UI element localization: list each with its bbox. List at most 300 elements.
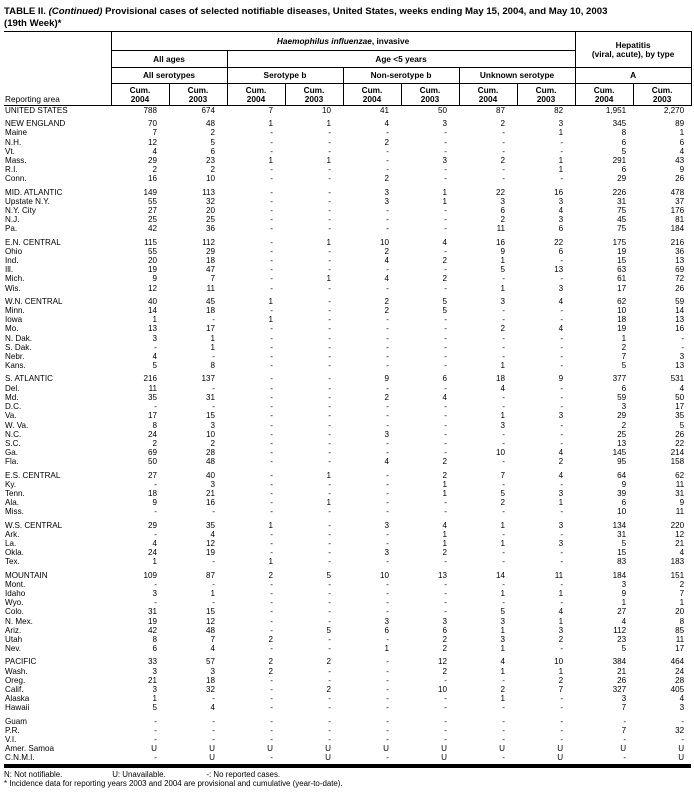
reporting-area-cell: Oreg. <box>5 675 26 685</box>
value-cell: 4 <box>679 146 685 156</box>
value-cell: 3 <box>558 283 564 293</box>
value-cell: U <box>441 753 447 763</box>
value-cell: - <box>212 507 215 517</box>
value-cell: - <box>328 529 331 539</box>
value-cell: - <box>270 735 273 744</box>
reporting-area-cell: Ga. <box>5 448 19 458</box>
value-cell: 1 <box>152 315 157 325</box>
legend-no-reported-cases: -: No reported cases. <box>206 769 281 779</box>
value-cell: - <box>560 725 564 735</box>
value-cell: - <box>328 725 331 735</box>
reporting-area-cell: R.I. <box>5 165 18 175</box>
value-cell: - <box>444 165 447 175</box>
value-cell: - <box>560 333 564 343</box>
value-cell: 9 <box>384 374 389 384</box>
value-cell: 1 <box>210 342 215 352</box>
value-cell: 1 <box>500 644 505 654</box>
table-row <box>4 361 691 370</box>
value-cell: 1 <box>679 598 685 608</box>
value-cell: 3 <box>152 333 157 343</box>
table-row <box>4 489 691 498</box>
value-cell: 12 <box>147 137 157 147</box>
value-cell: - <box>328 165 331 175</box>
value-cell: - <box>502 137 505 147</box>
value-cell: - <box>560 361 564 371</box>
reporting-area-cell: Kans. <box>5 361 26 371</box>
value-cell: - <box>270 598 273 608</box>
value-cell: - <box>270 479 273 489</box>
value-cell: 9 <box>621 479 627 489</box>
value-cell: 3 <box>500 296 505 306</box>
value-cell: 59 <box>675 296 685 306</box>
value-cell: 29 <box>205 246 215 256</box>
disease-group-header <box>111 32 575 51</box>
reporting-area-cell: Iowa <box>5 315 23 325</box>
table-row <box>4 735 691 744</box>
reporting-area-cell: Md. <box>5 392 19 402</box>
value-cell: - <box>502 392 505 402</box>
value-cell: 22 <box>675 438 685 448</box>
value-cell: 1 <box>268 315 273 325</box>
value-cell: 2 <box>442 256 447 266</box>
reporting-area-cell: D.C. <box>5 402 22 412</box>
value-cell: - <box>270 283 273 293</box>
reporting-area-cell: N.Y. City <box>5 206 36 216</box>
table-row <box>4 247 691 256</box>
table-row <box>4 685 691 694</box>
value-cell: 5 <box>210 137 215 147</box>
value-cell: 4 <box>442 237 447 247</box>
reporting-area-cell: S.C. <box>5 438 21 448</box>
table-header <box>4 32 691 106</box>
value-cell: 384 <box>612 657 627 667</box>
value-cell: 3 <box>558 411 564 421</box>
value-cell: - <box>270 725 273 735</box>
value-cell: - <box>386 579 389 589</box>
reporting-area-cell: MID. ATLANTIC <box>5 187 63 197</box>
value-cell: - <box>270 224 273 234</box>
value-cell: - <box>444 694 447 704</box>
value-cell: - <box>386 206 389 216</box>
value-cell: 47 <box>205 265 215 275</box>
reporting-area-cell: Guam <box>5 716 28 726</box>
table-row <box>4 521 691 530</box>
value-cell: 75 <box>617 206 627 216</box>
value-cell: 5 <box>326 625 331 635</box>
table-body <box>4 106 691 763</box>
value-cell: 28 <box>675 675 685 685</box>
value-cell: 18 <box>205 306 215 316</box>
value-cell: 4 <box>210 703 215 713</box>
value-cell: - <box>212 383 215 393</box>
value-cell: 5 <box>442 306 447 316</box>
value-cell: 4 <box>679 383 685 393</box>
value-cell: - <box>386 315 389 325</box>
value-cell: - <box>386 215 389 225</box>
value-cell: - <box>270 333 273 343</box>
value-cell: 788 <box>143 106 157 115</box>
value-cell: - <box>386 675 389 685</box>
value-cell: - <box>444 507 447 517</box>
reporting-area-cell: E.N. CENTRAL <box>5 237 61 247</box>
value-cell: 16 <box>205 498 215 508</box>
value-cell: - <box>502 598 505 608</box>
value-cell: 7 <box>268 106 273 115</box>
value-cell: 45 <box>617 215 627 225</box>
value-cell: - <box>328 616 331 626</box>
value-cell: - <box>270 716 273 726</box>
value-cell: - <box>328 333 331 343</box>
value-cell: - <box>444 383 447 393</box>
value-cell: - <box>444 716 447 726</box>
value-cell: 95 <box>617 457 627 467</box>
value-cell: 3 <box>442 119 447 129</box>
value-cell: 14 <box>675 306 685 316</box>
value-cell: 464 <box>670 657 685 667</box>
value-cell: - <box>270 507 273 517</box>
table-number: TABLE II. <box>4 6 46 17</box>
value-cell: 3 <box>384 520 389 530</box>
value-cell: - <box>328 361 331 371</box>
value-cell: - <box>328 324 331 334</box>
value-cell: - <box>502 735 505 744</box>
reporting-area-cell: E.S. CENTRAL <box>5 470 61 480</box>
value-cell: - <box>328 507 331 517</box>
value-cell: 1 <box>500 520 505 530</box>
value-cell: 6 <box>152 644 157 654</box>
value-cell: 32 <box>675 725 685 735</box>
reporting-area-cell: Maine <box>5 128 28 138</box>
reporting-area-cell: Colo. <box>5 607 24 617</box>
table-row <box>4 402 691 411</box>
value-cell: 19 <box>147 265 157 275</box>
value-cell: - <box>444 128 447 138</box>
value-cell: 8 <box>152 420 157 430</box>
value-cell: - <box>328 174 331 184</box>
value-cell: - <box>328 224 331 234</box>
reporting-area-cell: Nebr. <box>5 352 25 362</box>
value-cell: 2 <box>152 165 157 175</box>
cum-2003-header: Cum. 2003 <box>285 84 343 106</box>
value-cell: - <box>270 187 273 197</box>
value-cell: - <box>386 361 389 371</box>
value-cell: - <box>328 402 331 412</box>
value-cell: U <box>557 753 564 763</box>
value-cell: - <box>386 507 389 517</box>
value-cell: - <box>444 703 447 713</box>
value-cell: 7 <box>679 588 685 598</box>
value-cell: 64 <box>617 470 627 480</box>
table-row <box>4 457 691 466</box>
value-cell: 3 <box>621 579 627 589</box>
value-cell: 2 <box>621 420 627 430</box>
value-cell: 149 <box>143 187 157 197</box>
reporting-area-cell: Ohio <box>5 246 23 256</box>
value-cell: - <box>212 557 215 567</box>
value-cell: - <box>270 548 273 558</box>
value-cell: - <box>560 548 564 558</box>
reporting-area-cell: S. Dak. <box>5 342 32 352</box>
value-cell: U <box>267 744 273 754</box>
value-cell: - <box>502 315 505 325</box>
value-cell: 3 <box>210 420 215 430</box>
table-row <box>4 297 691 306</box>
value-cell: - <box>328 588 331 598</box>
value-cell: 29 <box>147 156 157 166</box>
value-cell: - <box>386 342 389 352</box>
value-cell: 7 <box>210 634 215 644</box>
value-cell: 9 <box>152 274 157 284</box>
value-cell: 1 <box>442 538 447 548</box>
value-cell: - <box>270 411 273 421</box>
table-row <box>4 635 691 644</box>
reporting-area-cell: W. Va. <box>5 420 29 430</box>
value-cell: 5 <box>500 488 505 498</box>
cum-2003-header: Cum. 2003 <box>517 84 575 106</box>
value-cell: - <box>270 616 273 626</box>
value-cell: 72 <box>675 274 685 284</box>
value-cell: - <box>386 607 389 617</box>
reporting-area-cell: Tenn. <box>5 488 25 498</box>
value-cell: - <box>386 146 389 156</box>
value-cell: 2 <box>268 570 273 580</box>
value-cell: 35 <box>205 520 215 530</box>
value-cell: 3 <box>210 479 215 489</box>
value-cell: 23 <box>617 634 627 644</box>
value-cell: 9 <box>621 588 627 598</box>
value-cell: 6 <box>621 137 627 147</box>
value-cell: 6 <box>442 625 447 635</box>
table-row <box>4 197 691 206</box>
value-cell: 478 <box>670 187 685 197</box>
value-cell: 1 <box>210 588 215 598</box>
value-cell: 6 <box>621 498 627 508</box>
value-cell: 13 <box>554 265 564 275</box>
value-cell: 3 <box>558 196 564 206</box>
value-cell: - <box>386 634 389 644</box>
reporting-area-cell: Mo. <box>5 324 19 334</box>
value-cell: 10 <box>437 684 447 694</box>
value-cell: 4 <box>679 548 685 558</box>
value-cell: - <box>328 548 331 558</box>
value-cell: 32 <box>205 196 215 206</box>
value-cell: - <box>502 333 505 343</box>
value-cell: 137 <box>201 374 215 384</box>
value-cell: 4 <box>500 657 505 667</box>
all-serotypes-header: All serotypes <box>111 68 227 84</box>
value-cell: - <box>444 411 447 421</box>
value-cell: - <box>623 753 627 763</box>
reporting-area-cell: Wash. <box>5 666 28 676</box>
value-cell: - <box>386 165 389 175</box>
table-row <box>4 617 691 626</box>
reporting-area-cell: Calif. <box>5 684 24 694</box>
table-row <box>4 480 691 489</box>
value-cell: - <box>560 703 564 713</box>
value-cell: - <box>328 128 331 138</box>
value-cell: 87 <box>495 106 505 115</box>
age-under-5-header: Age <5 years <box>227 51 575 68</box>
value-cell: - <box>502 548 505 558</box>
value-cell: - <box>560 402 564 412</box>
value-cell: 10 <box>554 657 564 667</box>
value-cell: 4 <box>442 392 447 402</box>
value-cell: - <box>560 306 564 316</box>
value-cell: 2 <box>500 684 505 694</box>
value-cell: 13 <box>675 361 685 371</box>
reporting-area-cell: Pa. <box>5 224 18 234</box>
value-cell: 1 <box>326 470 331 480</box>
value-cell: 5 <box>679 420 685 430</box>
value-cell: 11 <box>496 224 505 234</box>
value-cell: 31 <box>617 529 627 539</box>
value-cell: 1 <box>442 479 447 489</box>
value-cell: - <box>328 488 331 498</box>
value-cell: - <box>444 607 447 617</box>
value-cell: 6 <box>558 246 564 256</box>
value-cell: 4 <box>558 607 564 617</box>
value-cell: 3 <box>384 429 389 439</box>
reporting-area-cell: Ala. <box>5 498 19 508</box>
value-cell: - <box>444 283 447 293</box>
value-cell: 2 <box>558 634 564 644</box>
value-cell: 216 <box>670 237 685 247</box>
value-cell: 1 <box>558 616 564 626</box>
value-cell: - <box>328 296 331 306</box>
value-cell: 1 <box>326 119 331 129</box>
value-cell: 3 <box>558 488 564 498</box>
table-row <box>4 753 691 762</box>
table-row <box>4 352 691 361</box>
value-cell: 1 <box>152 694 157 704</box>
value-cell: - <box>444 333 447 343</box>
reporting-area-cell: Ariz. <box>5 625 22 635</box>
value-cell: 2 <box>326 657 331 667</box>
value-cell: - <box>270 470 273 480</box>
value-cell: 20 <box>675 607 685 617</box>
value-cell: - <box>502 507 505 517</box>
value-cell: - <box>328 634 331 644</box>
value-cell: 11 <box>675 507 685 517</box>
value-cell: - <box>386 488 389 498</box>
value-cell: - <box>328 420 331 430</box>
value-cell: 2 <box>268 634 273 644</box>
table-bottom-rule <box>4 764 691 768</box>
value-cell: 1 <box>500 625 505 635</box>
table-row <box>4 498 691 507</box>
value-cell: - <box>154 735 157 744</box>
value-cell: 8 <box>621 128 627 138</box>
value-cell: 5 <box>326 570 331 580</box>
value-cell: 22 <box>495 187 505 197</box>
value-cell: 17 <box>617 283 627 293</box>
value-cell: 151 <box>670 570 685 580</box>
value-cell: 3 <box>621 694 627 704</box>
value-cell: - <box>560 420 564 430</box>
value-cell: 17 <box>675 402 685 412</box>
value-cell: - <box>386 666 389 676</box>
title-continued: (Continued) <box>48 6 103 17</box>
value-cell: 85 <box>675 625 685 635</box>
value-cell: 2 <box>384 174 389 184</box>
value-cell: - <box>328 265 331 275</box>
value-cell: - <box>386 352 389 362</box>
value-cell: - <box>212 402 215 412</box>
table-row <box>4 571 691 580</box>
table-row <box>4 430 691 439</box>
value-cell: - <box>154 725 157 735</box>
value-cell: 10 <box>379 570 389 580</box>
value-cell: 1 <box>152 557 157 567</box>
value-cell: - <box>328 246 331 256</box>
value-cell: 36 <box>675 246 685 256</box>
value-cell: 4 <box>558 296 564 306</box>
reporting-area-cell: N. Mex. <box>5 616 33 626</box>
value-cell: - <box>502 352 505 362</box>
value-cell: - <box>328 306 331 316</box>
value-cell: 26 <box>675 174 685 184</box>
value-cell: 11 <box>675 634 685 644</box>
table-row <box>4 598 691 607</box>
value-cell: 5 <box>621 538 627 548</box>
value-cell: 89 <box>675 119 685 129</box>
value-cell: - <box>270 448 273 458</box>
reporting-area-cell: Vt. <box>5 146 15 156</box>
value-cell: 26 <box>617 675 627 685</box>
cum-2004-header: Cum. 2004 <box>459 84 517 106</box>
reporting-area-cell: Ark. <box>5 529 20 539</box>
value-cell: 1 <box>500 588 505 598</box>
value-cell: 2 <box>384 296 389 306</box>
notifiable-diseases-table <box>4 31 692 763</box>
value-cell: - <box>386 753 389 763</box>
value-cell: - <box>328 352 331 362</box>
value-cell: - <box>386 694 389 704</box>
value-cell: 18 <box>495 374 505 384</box>
value-cell: - <box>270 488 273 498</box>
value-cell: 112 <box>613 625 627 635</box>
value-cell: 33 <box>147 657 157 667</box>
non-serotype-b-header: Non-serotype b <box>343 68 459 84</box>
value-cell: 23 <box>205 156 215 166</box>
table-row <box>4 448 691 457</box>
reporting-area-cell: N.H. <box>5 137 22 147</box>
value-cell: U <box>499 744 505 754</box>
value-cell: 12 <box>437 657 447 667</box>
table-row <box>4 138 691 147</box>
value-cell: - <box>386 324 389 334</box>
value-cell: - <box>444 438 447 448</box>
value-cell: - <box>560 392 564 402</box>
value-cell: 10 <box>617 306 627 316</box>
reporting-area-cell: Miss. <box>5 507 24 517</box>
table-row <box>4 548 691 557</box>
value-cell: 3 <box>558 215 564 225</box>
value-cell: - <box>154 507 157 517</box>
value-cell: 1 <box>268 119 273 129</box>
reporting-area-cell: Ill. <box>5 265 14 275</box>
value-cell: 4 <box>558 470 564 480</box>
title-week: (19th Week)* <box>4 17 62 29</box>
table-row <box>4 224 691 233</box>
value-cell: - <box>560 507 564 517</box>
value-cell: - <box>270 256 273 266</box>
value-cell: - <box>386 657 389 667</box>
value-cell: - <box>444 137 447 147</box>
value-cell: - <box>212 694 215 704</box>
table-row <box>4 174 691 183</box>
reporting-area-cell: Idaho <box>5 588 26 598</box>
